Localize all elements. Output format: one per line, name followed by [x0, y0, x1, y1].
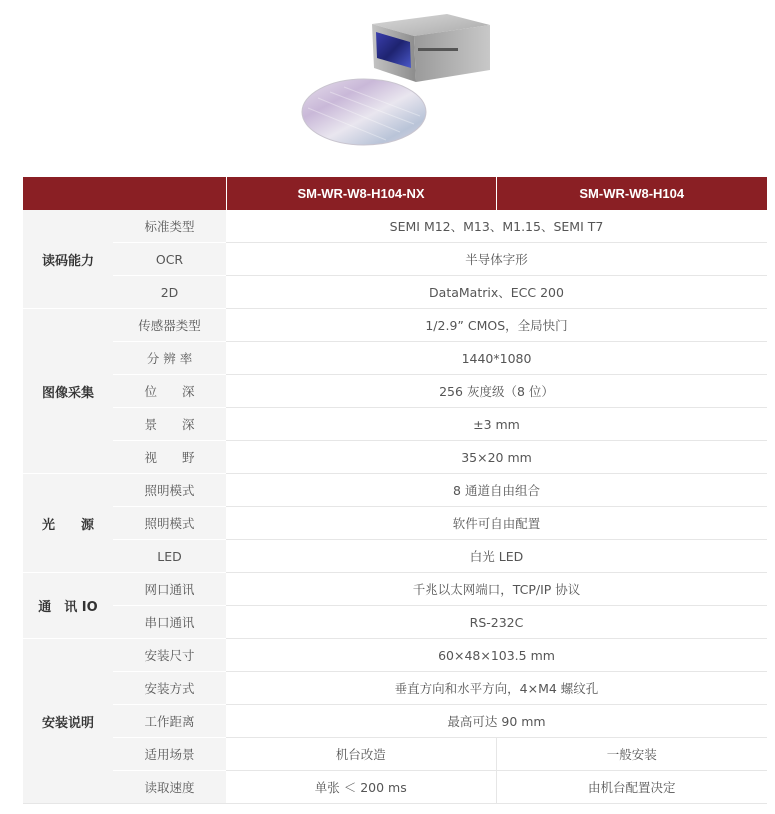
row-value: 垂直方向和水平方向，4×M4 螺纹孔	[226, 672, 767, 705]
category-light: 光 源	[23, 474, 113, 573]
row-label: 网口通讯	[113, 573, 226, 606]
table-row	[23, 276, 767, 309]
row-value: 白光 LED	[226, 540, 767, 573]
category-comm: 通 讯 IO	[23, 573, 113, 639]
row-value: 60×48×103.5 mm	[226, 639, 767, 672]
table-row	[23, 375, 767, 408]
row-label: 传感器类型	[113, 309, 226, 342]
row-label: LED	[113, 540, 226, 573]
spec-table	[23, 177, 767, 804]
table-row	[23, 309, 767, 342]
table-row	[23, 507, 767, 540]
row-value: ±3 mm	[226, 408, 767, 441]
row-value: 1440*1080	[226, 342, 767, 375]
row-value: RS-232C	[226, 606, 767, 639]
table-row	[23, 705, 767, 738]
row-value-nx: 单张 ＜ 200 ms	[226, 771, 496, 804]
row-label: 位 深	[113, 375, 226, 408]
table-row	[23, 771, 767, 804]
header-blank-cell	[23, 177, 226, 210]
row-value-std: 由机台配置决定	[496, 771, 767, 804]
row-label: 安装尺寸	[113, 639, 226, 672]
row-value: 35×20 mm	[226, 441, 767, 474]
row-value: DataMatrix、ECC 200	[226, 276, 767, 309]
row-label: 标准类型	[113, 210, 226, 243]
row-label: 视 野	[113, 441, 226, 474]
table-row	[23, 738, 767, 771]
table-row	[23, 210, 767, 243]
table-row	[23, 639, 767, 672]
table-row	[23, 441, 767, 474]
category-imaging: 图像采集	[23, 309, 113, 474]
table-row	[23, 540, 767, 573]
row-label: 照明模式	[113, 507, 226, 540]
table-row	[23, 672, 767, 705]
row-label: 分 辨 率	[113, 342, 226, 375]
product-image	[0, 0, 775, 170]
row-value: 1/2.9” CMOS，全局快门	[226, 309, 767, 342]
header-model-std: SM-WR-W8-H104	[496, 177, 767, 210]
header-model-nx: SM-WR-W8-H104-NX	[226, 177, 496, 210]
row-label: 适用场景	[113, 738, 226, 771]
table-row	[23, 606, 767, 639]
row-value: 256 灰度级（8 位）	[226, 375, 767, 408]
row-label: 读取速度	[113, 771, 226, 804]
row-value-nx: 机台改造	[226, 738, 496, 771]
row-label: 串口通讯	[113, 606, 226, 639]
row-label: 照明模式	[113, 474, 226, 507]
table-row	[23, 408, 767, 441]
row-value: SEMI M12、M13、M1.15、SEMI T7	[226, 210, 767, 243]
row-value: 软件可自由配置	[226, 507, 767, 540]
row-label: 安装方式	[113, 672, 226, 705]
row-label: 2D	[113, 276, 226, 309]
row-label: 工作距离	[113, 705, 226, 738]
row-value: 千兆以太网端口，TCP/IP 协议	[226, 573, 767, 606]
row-value: 最高可达 90 mm	[226, 705, 767, 738]
table-row	[23, 243, 767, 276]
row-value: 半导体字形	[226, 243, 767, 276]
category-reading: 读码能力	[23, 210, 113, 309]
row-value: 8 通道自由组合	[226, 474, 767, 507]
row-label: OCR	[113, 243, 226, 276]
row-label: 景 深	[113, 408, 226, 441]
table-row	[23, 342, 767, 375]
category-install: 安装说明	[23, 639, 113, 804]
table-header-row	[23, 177, 767, 210]
table-row	[23, 573, 767, 606]
table-row	[23, 474, 767, 507]
row-value-std: 一般安装	[496, 738, 767, 771]
